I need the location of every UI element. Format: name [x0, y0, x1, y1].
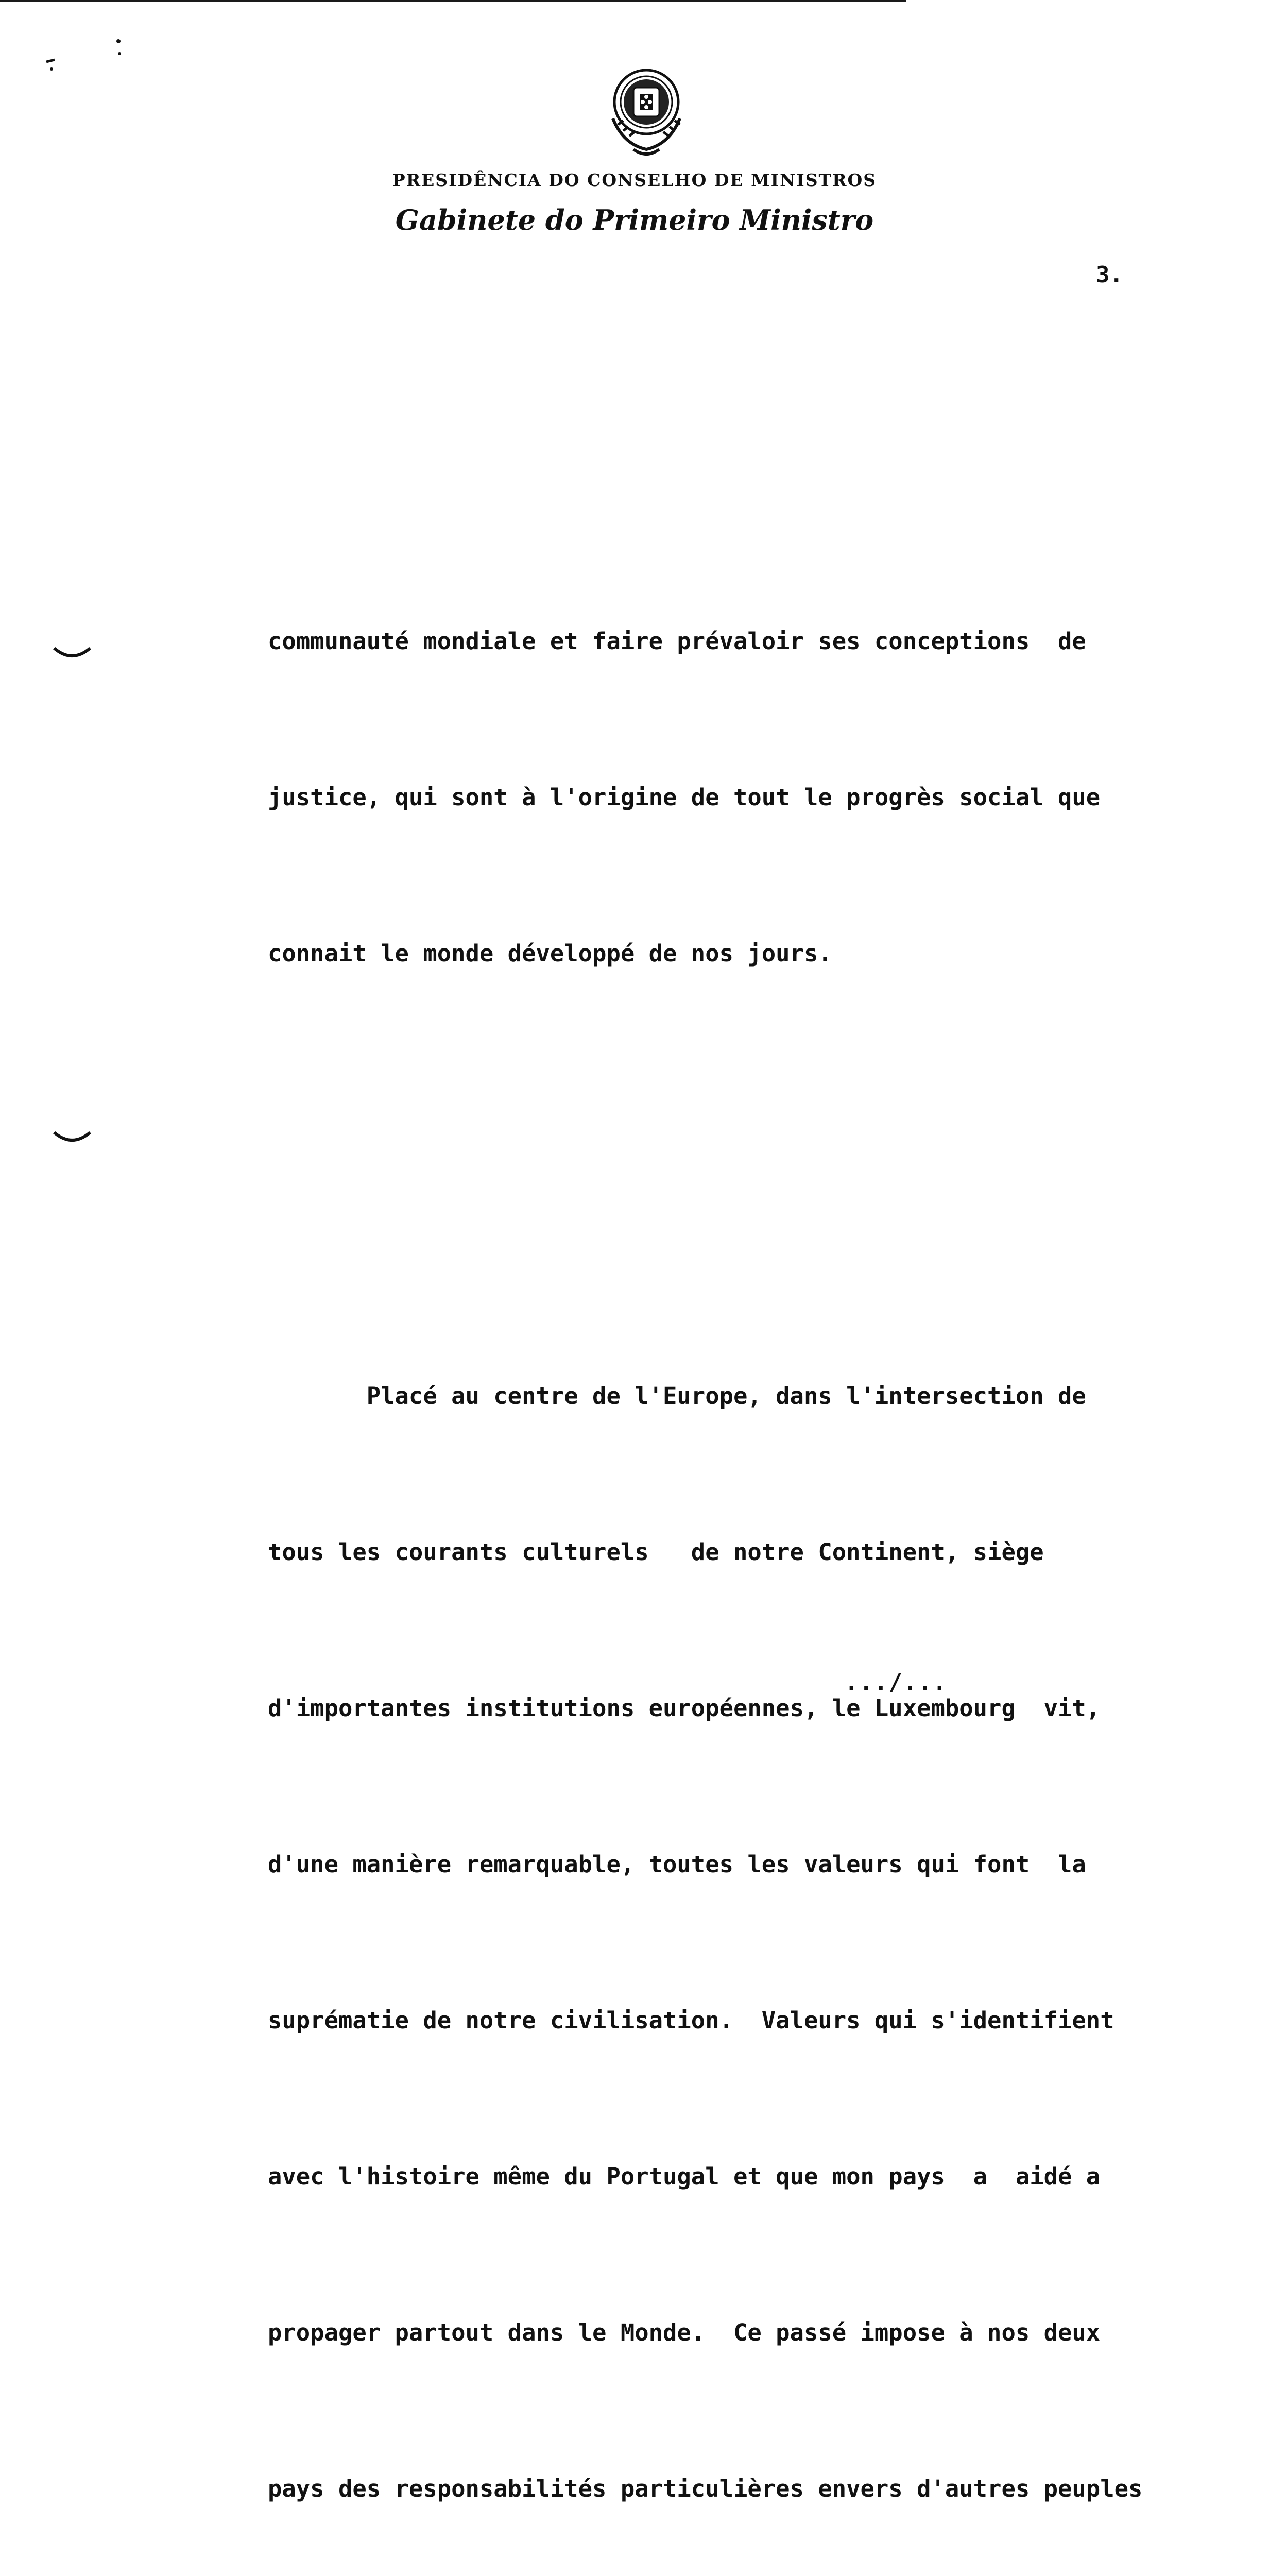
- coat-of-arms-emblem: [603, 67, 690, 160]
- text-line: communauté mondiale et faire prévaloir ses conceptions de: [268, 628, 1086, 655]
- text-line: d'importantes institutions européennes, le Luxembourg vit,: [268, 1694, 1101, 1722]
- text-line: connait le monde développé de nos jours.: [268, 940, 832, 967]
- paragraph-1: [268, 511, 1246, 1083]
- text-line: avec l'histoire même du Portugal et que mon pays a aidé a: [268, 2163, 1101, 2190]
- scan-speck-mark: [41, 31, 134, 72]
- punch-hole-mark: [52, 644, 93, 665]
- text-line: propager partout dans le Monde. Ce passé impose à nos deux: [268, 2319, 1101, 2346]
- punch-hole-mark: [52, 1128, 93, 1149]
- institution-name: PRESIDÊNCIA DO CONSELHO DE MINISTROS: [392, 170, 877, 190]
- letter-body: [268, 407, 1246, 2576]
- text-line: Placé au centre de l'Europe, dans l'intersection de: [268, 1382, 1086, 1410]
- text-line: d'une manière remarquable, toutes les valeurs qui font la: [268, 1851, 1086, 1878]
- office-name: Gabinete do Primeiro Ministro: [395, 204, 874, 236]
- paragraph-2: [268, 1266, 1246, 2576]
- text-line: justice, qui sont à l'origine de tout le progrès social que: [268, 784, 1101, 811]
- text-line: tous les courants culturels de notre Continent, siège: [268, 1538, 1044, 1566]
- page-number: 3.: [1096, 262, 1123, 288]
- text-line: suprématie de notre civilisation. Valeurs qui s'identifient: [268, 2007, 1114, 2034]
- text-line: pays des responsabilités particulières envers d'autres peuples: [268, 2475, 1143, 2502]
- top-rule: [0, 0, 906, 2]
- continuation-mark: .../...: [845, 1669, 948, 1696]
